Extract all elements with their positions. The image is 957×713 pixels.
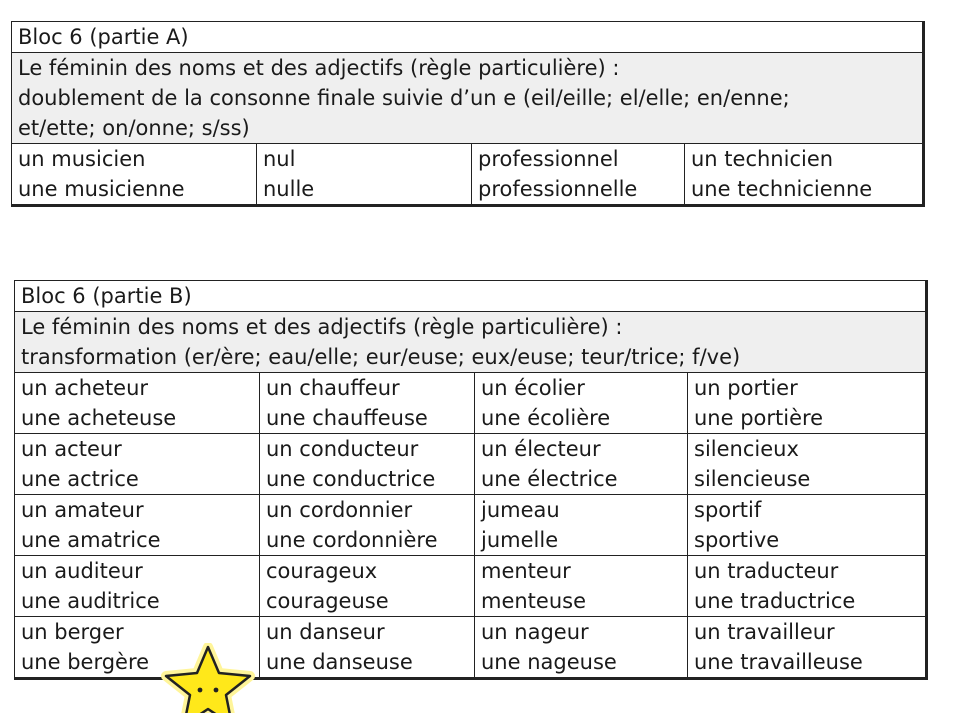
word-pair-cell (15, 495, 260, 556)
feminine-word: jumelle (481, 528, 559, 552)
masculine-word: un conducteur (266, 437, 419, 461)
word-pair-cell (260, 556, 475, 617)
word-pair-cell (475, 556, 688, 617)
masculine-word: professionnel (478, 147, 619, 171)
masculine-word: un acheteur (21, 376, 149, 400)
feminine-word: menteuse (481, 589, 587, 613)
masculine-word: un berger (21, 620, 124, 644)
word-pair-cell (15, 556, 260, 617)
masculine-word: jumeau (481, 498, 560, 522)
masculine-word: un portier (694, 376, 798, 400)
table-row (15, 434, 927, 495)
bloc-b-rule-line: transformation (er/ère; eau/elle; eur/euse; eux/euse; teur/trice; f/ve) (21, 345, 741, 369)
word-pair-cell (260, 495, 475, 556)
word-pair-cell (12, 144, 257, 206)
table-row (15, 617, 927, 679)
feminine-word: professionnelle (478, 177, 638, 201)
star-icon (160, 643, 256, 713)
masculine-word: courageux (266, 559, 378, 583)
masculine-word: un électeur (481, 437, 601, 461)
word-pair-cell (260, 373, 475, 434)
masculine-word: nul (263, 147, 296, 171)
masculine-word: un auditeur (21, 559, 143, 583)
masculine-word: un chauffeur (266, 376, 400, 400)
feminine-word: une électrice (481, 467, 618, 491)
feminine-word: une traductrice (694, 589, 856, 613)
word-pair-cell (475, 495, 688, 556)
feminine-word: une auditrice (21, 589, 160, 613)
word-pair-cell (688, 556, 927, 617)
masculine-word: un technicien (691, 147, 834, 171)
bloc-b-rule (15, 312, 927, 373)
feminine-word: sportive (694, 528, 780, 552)
feminine-word: une acheteuse (21, 406, 177, 430)
masculine-word: un cordonnier (266, 498, 413, 522)
feminine-word: une cordonnière (266, 528, 438, 552)
bloc-a-table (11, 21, 925, 207)
masculine-word: un travailleur (694, 620, 835, 644)
word-pair-cell (260, 434, 475, 495)
masculine-word: menteur (481, 559, 571, 583)
word-pair-cell (475, 373, 688, 434)
masculine-word: un acteur (21, 437, 122, 461)
table-row (15, 556, 927, 617)
table-row (15, 373, 927, 434)
bloc-a-title: Bloc 6 (partie A) (12, 22, 924, 53)
masculine-word: un amateur (21, 498, 144, 522)
masculine-word: un danseur (266, 620, 385, 644)
feminine-word: une portière (694, 406, 824, 430)
feminine-word: une conductrice (266, 467, 436, 491)
feminine-word: nulle (263, 177, 315, 201)
masculine-word: sportif (694, 498, 762, 522)
word-pair-cell (472, 144, 685, 206)
bloc-a-rule-line: et/ette; on/onne; s/ss) (18, 116, 250, 140)
bloc-a-rule-line: doublement de la consonne finale suivie d’un e (eil/eille; el/elle; en/enne; (18, 86, 790, 110)
masculine-word: un traducteur (694, 559, 839, 583)
word-pair-cell (688, 434, 927, 495)
word-pair-cell (688, 373, 927, 434)
word-pair-cell (15, 373, 260, 434)
feminine-word: une technicienne (691, 177, 873, 201)
word-pair-cell (685, 144, 924, 206)
feminine-word: une chauffeuse (266, 406, 428, 430)
masculine-word: un musicien (18, 147, 146, 171)
table-row (12, 144, 924, 206)
word-pair-cell (475, 617, 688, 679)
feminine-word: une musicienne (18, 177, 185, 201)
feminine-word: une bergère (21, 650, 150, 674)
feminine-word: une travailleuse (694, 650, 863, 674)
bloc-b-title: Bloc 6 (partie B) (15, 281, 927, 312)
masculine-word: un écolier (481, 376, 585, 400)
word-pair-cell (257, 144, 472, 206)
feminine-word: une amatrice (21, 528, 161, 552)
feminine-word: une danseuse (266, 650, 413, 674)
feminine-word: une écolière (481, 406, 611, 430)
word-pair-cell (15, 434, 260, 495)
bloc-b-table (14, 280, 928, 680)
word-pair-cell (688, 495, 927, 556)
table-row (15, 495, 927, 556)
masculine-word: silencieux (694, 437, 799, 461)
masculine-word: un nageur (481, 620, 589, 644)
feminine-word: courageuse (266, 589, 389, 613)
word-pair-cell (475, 434, 688, 495)
bloc-b-rule-line: Le féminin des noms et des adjectifs (règle particulière) : (21, 315, 623, 339)
feminine-word: une nageuse (481, 650, 617, 674)
word-pair-cell (260, 617, 475, 679)
bloc-a-rule-line: Le féminin des noms et des adjectifs (règle particulière) : (18, 56, 620, 80)
word-pair-cell (688, 617, 927, 679)
feminine-word: une actrice (21, 467, 139, 491)
bloc-a-rule (12, 53, 924, 144)
feminine-word: silencieuse (694, 467, 811, 491)
